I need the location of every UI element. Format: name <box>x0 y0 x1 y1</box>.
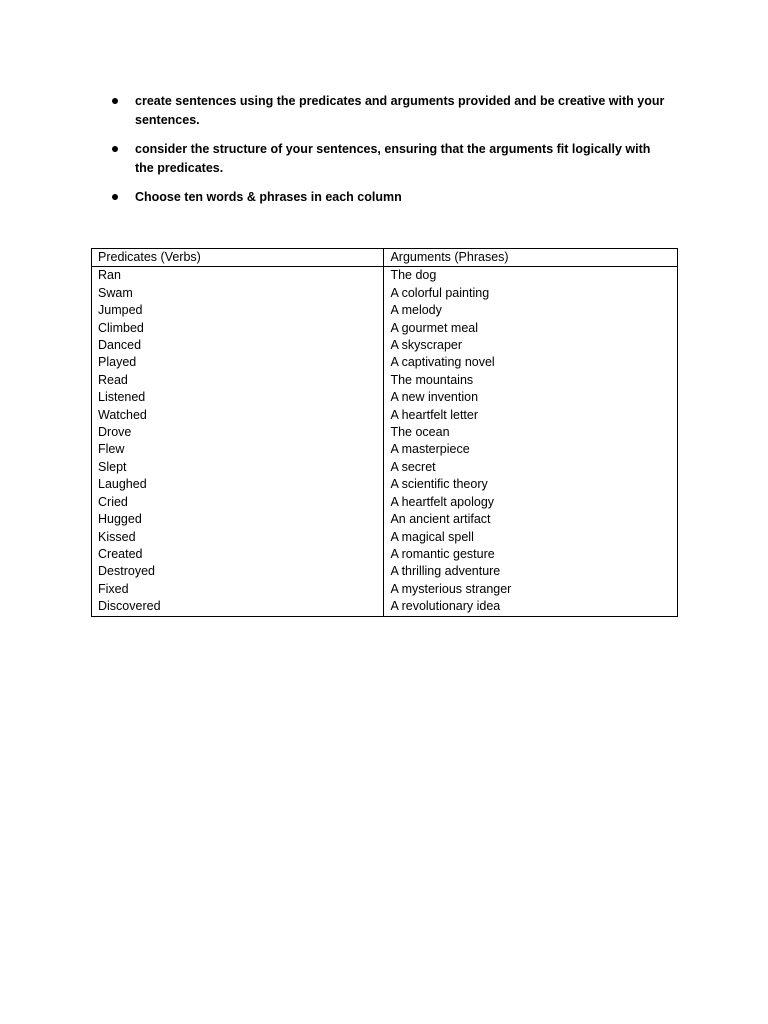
predicate-cell: Danced <box>92 337 384 354</box>
argument-cell: The mountains <box>384 372 678 389</box>
argument-cell: A skyscraper <box>384 337 678 354</box>
predicate-cell: Cried <box>92 494 384 511</box>
predicate-cell: Fixed <box>92 581 384 598</box>
predicate-cell: Read <box>92 372 384 389</box>
argument-cell: A romantic gesture <box>384 546 678 563</box>
predicate-cell: Slept <box>92 459 384 476</box>
predicate-cell: Climbed <box>92 320 384 337</box>
instruction-item <box>108 92 668 130</box>
argument-cell: A captivating novel <box>384 354 678 371</box>
table-row <box>92 459 678 476</box>
predicate-cell: Laughed <box>92 476 384 493</box>
argument-cell: A mysterious stranger <box>384 581 678 598</box>
predicate-cell: Discovered <box>92 598 384 616</box>
predicate-cell: Kissed <box>92 529 384 546</box>
instruction-text: consider the structure of your sentences, ensuring that the arguments fit logically with the predicates. <box>135 142 651 175</box>
table-body <box>92 267 678 616</box>
argument-cell: A masterpiece <box>384 441 678 458</box>
arguments-header: Arguments (Phrases) <box>384 249 678 267</box>
predicate-cell: Ran <box>92 267 384 285</box>
table-row <box>92 581 678 598</box>
table-row <box>92 285 678 302</box>
predicate-cell: Swam <box>92 285 384 302</box>
argument-cell: A revolutionary idea <box>384 598 678 616</box>
argument-cell: A colorful painting <box>384 285 678 302</box>
argument-cell: A magical spell <box>384 529 678 546</box>
bullet-icon <box>112 98 118 104</box>
argument-cell: A heartfelt letter <box>384 407 678 424</box>
table-row <box>92 337 678 354</box>
table-row <box>92 372 678 389</box>
table-row <box>92 441 678 458</box>
predicate-cell: Listened <box>92 389 384 406</box>
argument-cell: A melody <box>384 302 678 319</box>
table-row <box>92 598 678 616</box>
predicate-cell: Drove <box>92 424 384 441</box>
table-row <box>92 511 678 528</box>
table-row <box>92 267 678 285</box>
argument-cell: A gourmet meal <box>384 320 678 337</box>
predicate-cell: Destroyed <box>92 563 384 580</box>
table-row <box>92 476 678 493</box>
table-header-row <box>92 249 678 267</box>
argument-cell: A new invention <box>384 389 678 406</box>
instruction-list <box>108 92 668 217</box>
predicate-cell: Flew <box>92 441 384 458</box>
table-row <box>92 424 678 441</box>
predicates-arguments-table <box>91 248 678 617</box>
argument-cell: An ancient artifact <box>384 511 678 528</box>
predicate-cell: Jumped <box>92 302 384 319</box>
predicate-cell: Created <box>92 546 384 563</box>
instruction-item <box>108 188 668 207</box>
instruction-text: Choose ten words & phrases in each column <box>135 190 402 204</box>
argument-cell: The dog <box>384 267 678 285</box>
predicate-cell: Played <box>92 354 384 371</box>
table-row <box>92 407 678 424</box>
argument-cell: A scientific theory <box>384 476 678 493</box>
predicates-header: Predicates (Verbs) <box>92 249 384 267</box>
bullet-icon <box>112 146 118 152</box>
instruction-item <box>108 140 668 178</box>
table-row <box>92 389 678 406</box>
argument-cell: The ocean <box>384 424 678 441</box>
table-row <box>92 529 678 546</box>
table-row <box>92 354 678 371</box>
table-row <box>92 546 678 563</box>
argument-cell: A heartfelt apology <box>384 494 678 511</box>
predicate-cell: Hugged <box>92 511 384 528</box>
argument-cell: A secret <box>384 459 678 476</box>
table-row <box>92 302 678 319</box>
bullet-icon <box>112 194 118 200</box>
instruction-text: create sentences using the predicates and arguments provided and be creative with your sentences. <box>135 94 665 127</box>
table-row <box>92 320 678 337</box>
table-row <box>92 563 678 580</box>
argument-cell: A thrilling adventure <box>384 563 678 580</box>
table-row <box>92 494 678 511</box>
predicate-cell: Watched <box>92 407 384 424</box>
